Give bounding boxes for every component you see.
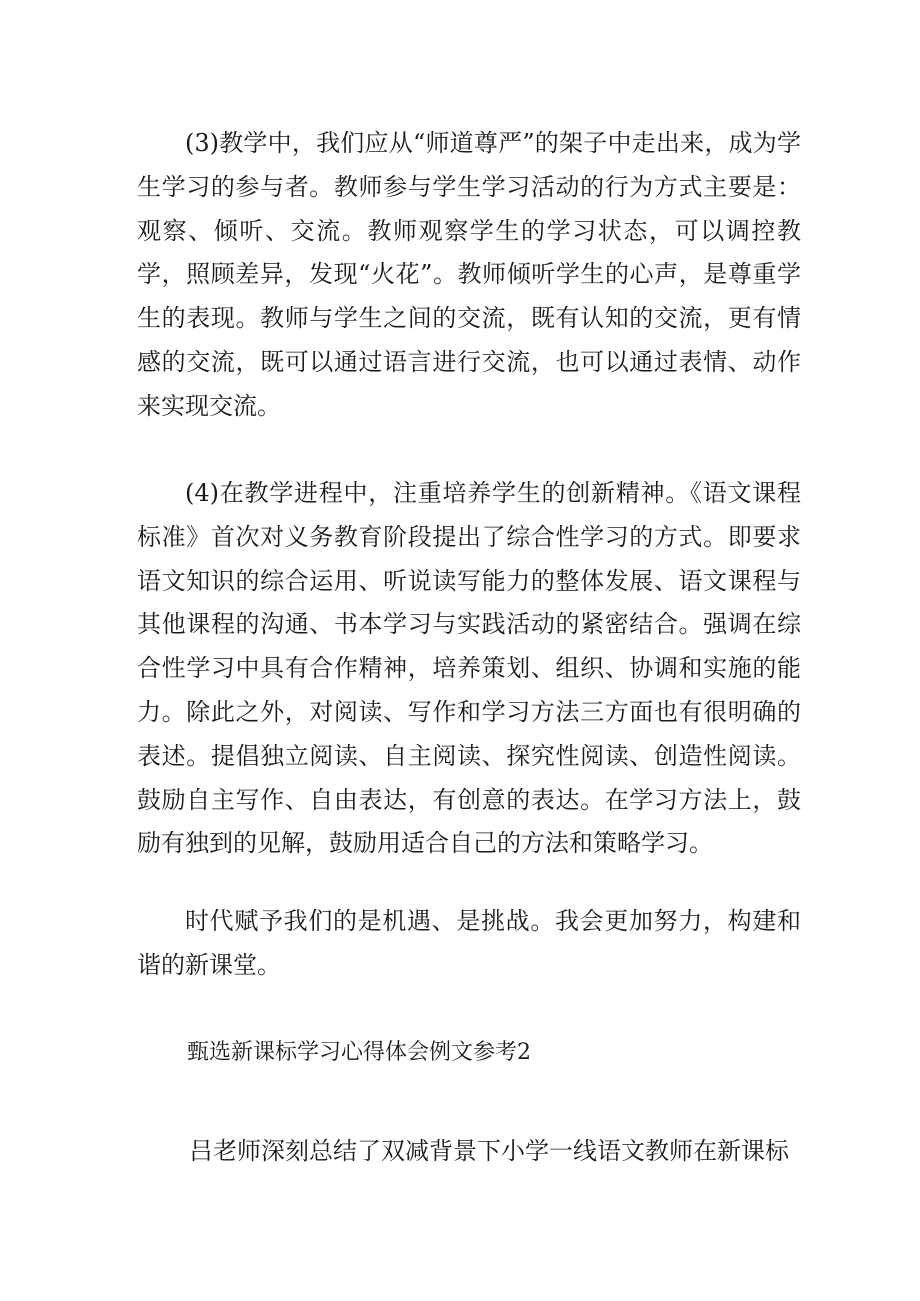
paragraph-point-3: (3)教学中，我们应从“师道尊严”的架子中走出来，成为学生学习的参与者。教师参与学生学习活动的行为方式主要是：观察、倾听、交流。教师观察学生的学习状态，可以调控教学，照顾差异，发现“火花”。教师倾听学生的心声，是尊重学生的表现。教师与学生之间的交流，既有认知的交流，更有情感的交流，既可以通过语言进行交流，也可以通过表情、动作来实现交流。 [137,129,801,420]
section-heading: 甄选新课标学习心得体会例文参考2 [187,1040,531,1065]
paragraph-intro-example-2: 吕老师深刻总结了双减背景下小学一线语文教师在新课标 [189,1137,789,1165]
paragraph-conclusion: 时代赋予我们的是机遇、是挑战。我会更加努力，构建和谐的新课堂。 [137,907,801,979]
paragraph-point-4: (4)在教学进程中，注重培养学生的创新精神。《语文课程标准》首次对义务教育阶段提出了综合性学习的方式。即要求语文知识的综合运用、听说读写能力的整体发展、语文课程与其他课程的沟通、书本学习与实践活动的紧密结合。强调在综合性学习中具有合作精神，培养策划、组织、协调和实施的能力。除此之外，对阅读、写作和学习方法三方面也有很明确的表述。提倡独立阅读、自主阅读、探究性阅读、创造性阅读。鼓励自主写作、自由表达，有创意的表达。在学习方法上，鼓励有独到的见解，鼓励用适合自己的方法和策略学习。 [137,479,801,858]
